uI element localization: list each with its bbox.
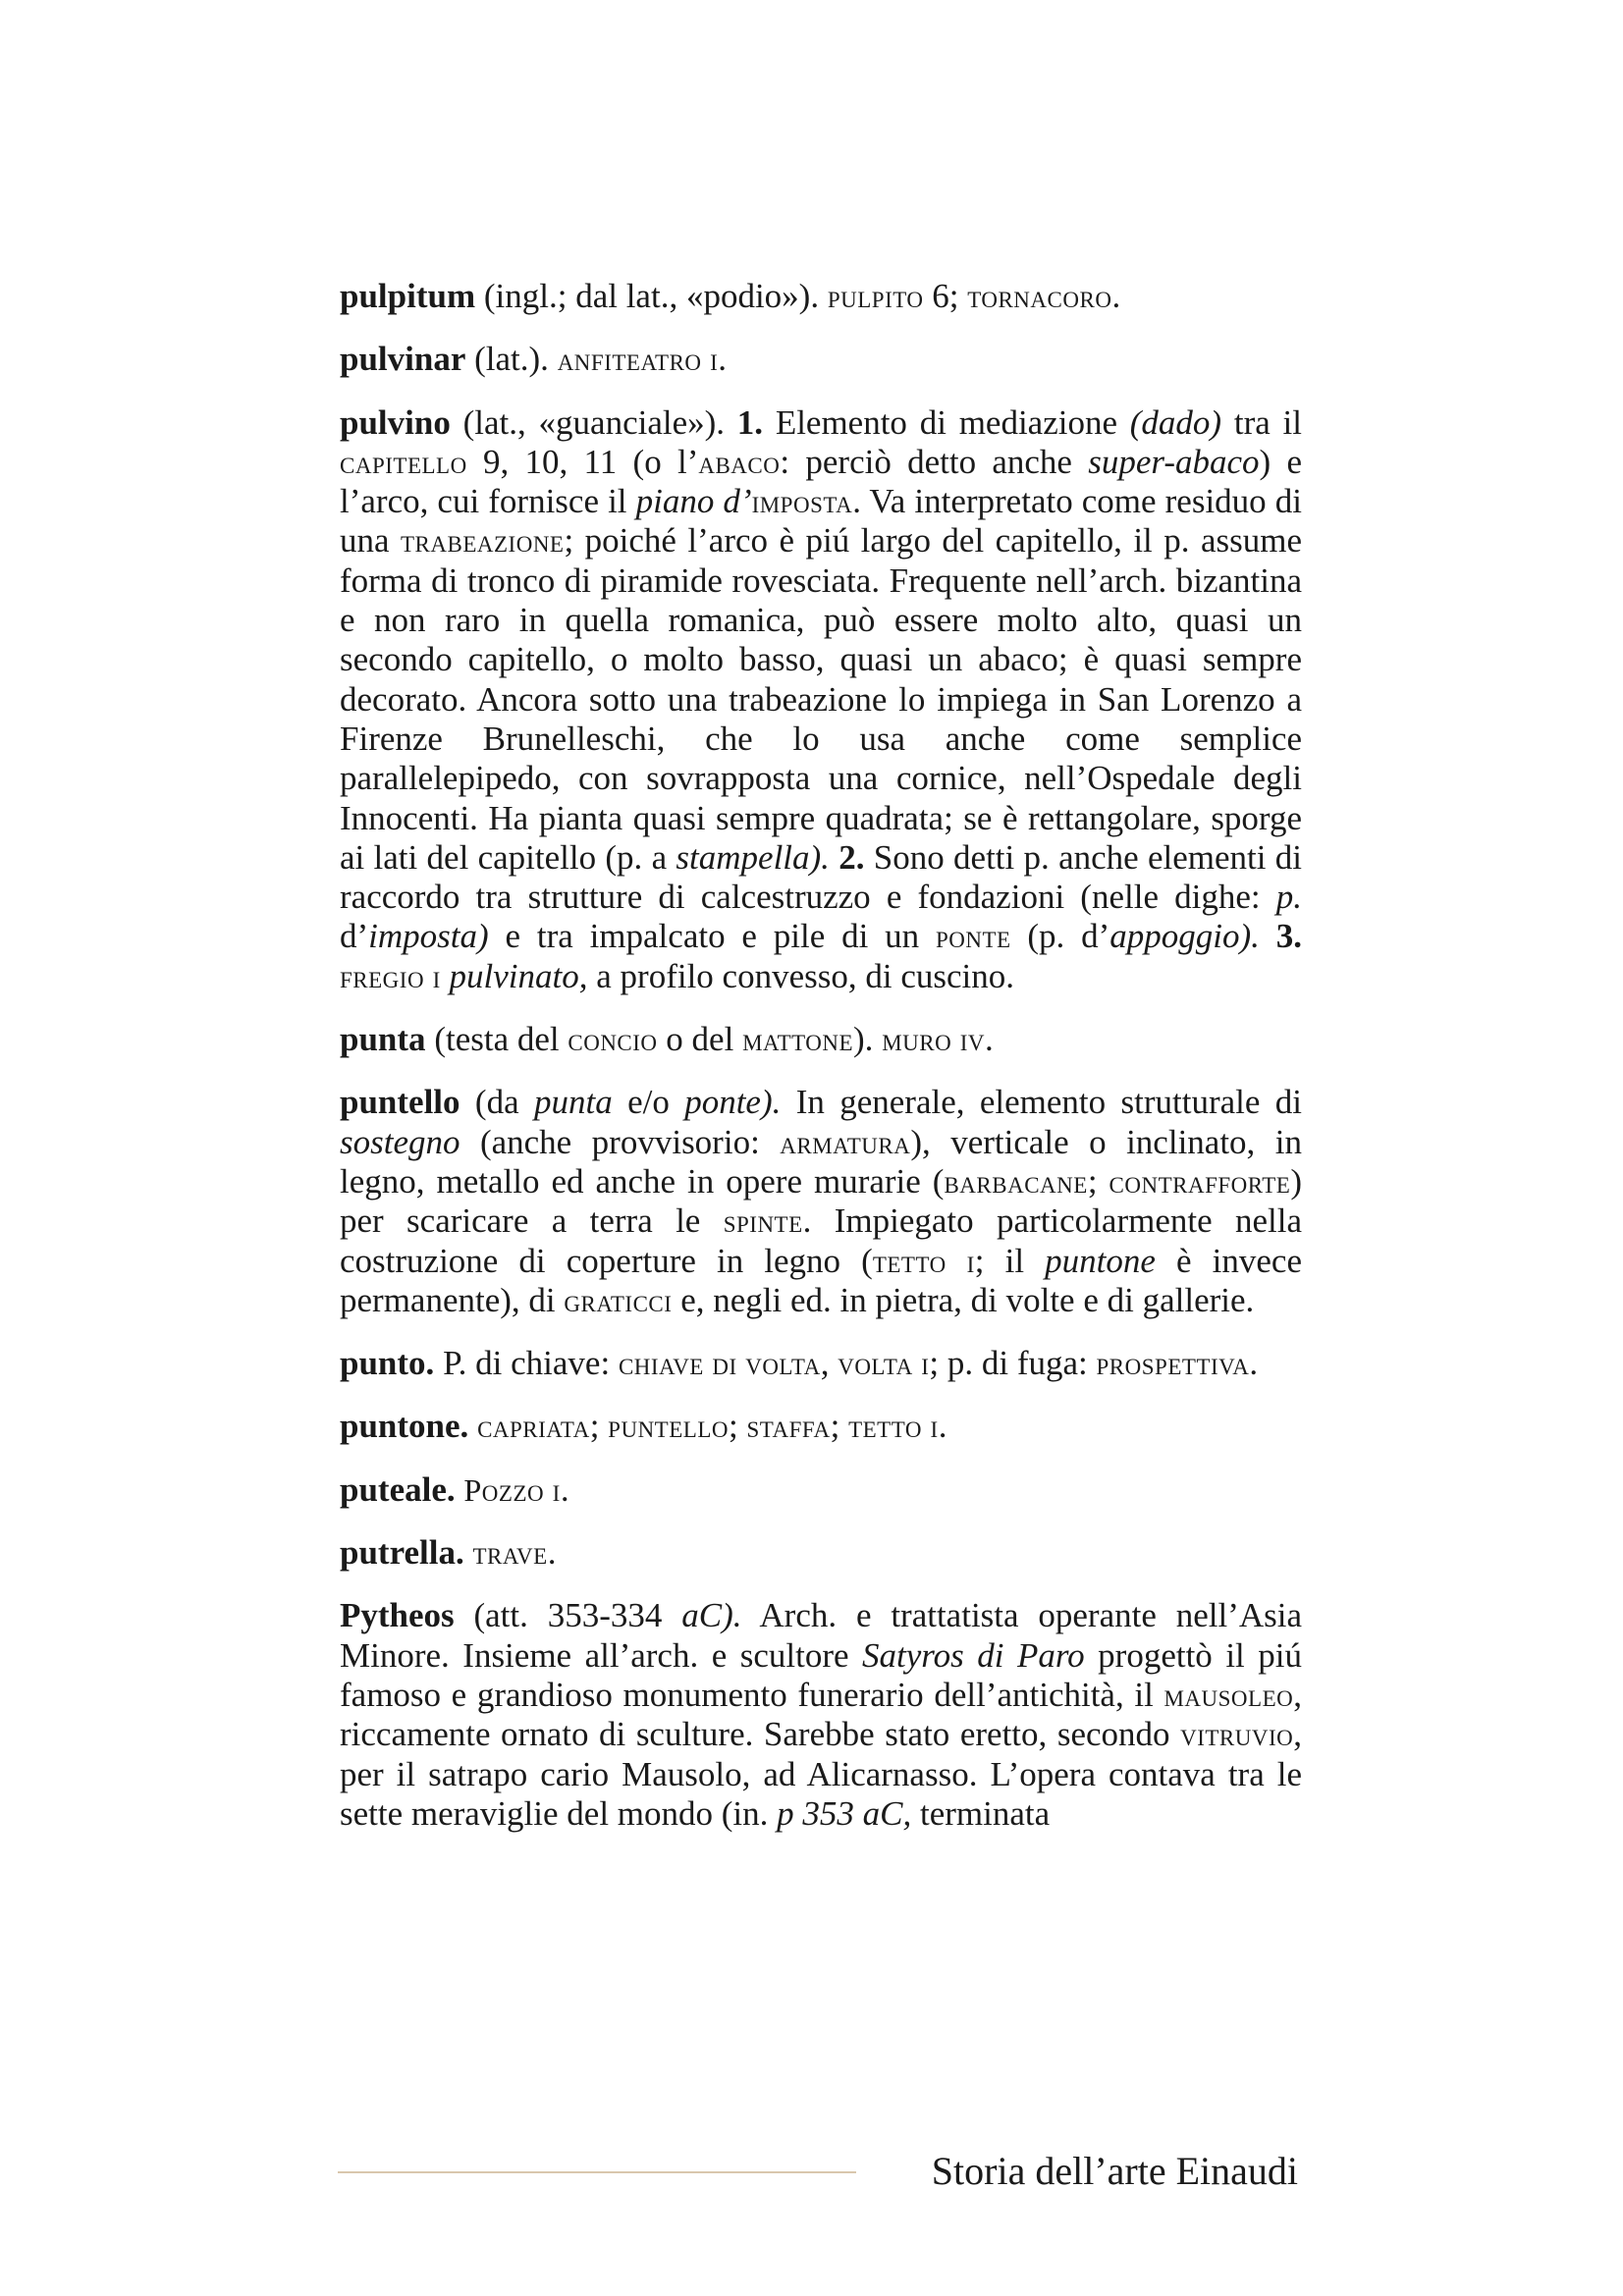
entry-text: . — [938, 1407, 947, 1446]
entry-text: (ingl.; dal lat., «podio»). — [475, 277, 828, 315]
entry-text — [468, 1407, 477, 1445]
entry-text: Elemento di mediazione — [763, 402, 1130, 442]
cross-reference: muro iv — [882, 1022, 986, 1058]
italic-text: p. — [1275, 878, 1302, 917]
entry-text: . — [1249, 1344, 1259, 1383]
entry-text: , per il satrapo cario Mausolo, ad Alicarnasso. L’opera contava tra le sette meraviglie del mondo (in. — [340, 1715, 1302, 1833]
entry-text: , riccamente ornato di sculture. Sarebbe stato eretto, secondo — [340, 1675, 1302, 1754]
cross-reference: anfiteatro i — [557, 342, 719, 378]
cross-reference: tornacoro — [967, 279, 1112, 314]
cross-reference: spinte — [723, 1203, 803, 1240]
entry-pulpitum — [340, 277, 1302, 316]
cross-reference: trave — [472, 1535, 548, 1572]
dictionary-page — [340, 277, 1302, 1857]
cross-reference: tetto i — [872, 1243, 975, 1279]
entry-text: (testa del — [425, 1020, 568, 1059]
footer-title: Storia dell’arte Einaudi — [931, 2149, 1298, 2193]
italic-text: aC). — [681, 1596, 742, 1635]
cross-reference: puntello — [608, 1409, 729, 1445]
cross-reference: vitruvio — [1180, 1717, 1294, 1753]
entry-text: (anche provvisorio: — [460, 1122, 781, 1161]
entry-text — [1260, 917, 1276, 955]
cross-reference: concio — [568, 1022, 658, 1058]
entry-text: (lat., «guanciale»). — [450, 402, 737, 442]
entry-text: (att. 353-334 — [454, 1596, 682, 1635]
cross-reference: imposta — [751, 484, 853, 520]
entry-text: Sono detti p. anche elementi di raccordo tra strutture di calcestruzzo e fondazioni (nelle dighe: — [340, 837, 1302, 917]
entry-text: a profilo convesso, di cuscino. — [587, 956, 1014, 995]
sense-number: 2. — [839, 837, 865, 877]
cross-reference: barbacane — [944, 1163, 1088, 1200]
entry-text: è invece permanente), di — [340, 1241, 1302, 1319]
cross-reference: staffa — [746, 1409, 831, 1445]
entry-text: ) per scaricare a terra le — [340, 1161, 1302, 1241]
italic-text: Satyros di Paro — [862, 1635, 1085, 1675]
entry-text: ). — [853, 1020, 883, 1059]
entry-puntello — [340, 1083, 1302, 1320]
italic-text: imposta) — [368, 917, 489, 956]
cross-reference: armatura — [780, 1124, 911, 1160]
entry-text: : perciò detto anche — [780, 442, 1089, 481]
entry-text: d’ — [340, 917, 369, 956]
cross-reference: mausoleo — [1163, 1677, 1294, 1713]
entry-puteale — [340, 1470, 1302, 1510]
cross-reference: ponte — [935, 919, 1011, 955]
cross-reference: capriata — [477, 1409, 590, 1445]
entry-text: ; — [1087, 1161, 1109, 1201]
entry-text: ; — [830, 1407, 849, 1446]
entry-text: ; poiché l’arco è piú largo del capitello, il p. assume forma di tronco di piramide rovesciata. Frequente nell’arch. bizantina e non raro in quella romanica, può essere molto alto, quasi un secondo capitello, o molto basso, quasi un abaco; è quasi sempre decorato. Ancora sotto una trabeazione lo impiega in San Lorenzo a Firenze Brunelleschi, che lo usa anche come semplice parallelepipedo, con sovrapposta una cornice, nell’Ospedale degli Innocenti. Ha pianta quasi sempre quadrata; se è rettangolare, sporge ai lati del capitello (p. a — [340, 521, 1302, 877]
entry-pulvinar — [340, 340, 1302, 379]
italic-text: stampella). — [676, 837, 830, 877]
headword: puntello — [340, 1083, 460, 1122]
italic-text: piano d’ — [635, 482, 752, 521]
entry-text: ; p. di fuga: — [929, 1344, 1097, 1383]
entry-text: P. di chiave: — [434, 1344, 619, 1383]
entry-text: . — [985, 1020, 994, 1059]
sense-number: 3. — [1275, 917, 1303, 956]
cross-reference: pulpito — [827, 279, 924, 314]
headword: pulpitum — [340, 277, 476, 315]
headword: Pytheos — [340, 1596, 455, 1635]
headword: punta — [340, 1020, 426, 1059]
cross-reference: tetto i — [848, 1409, 939, 1445]
cross-reference: trabeazione — [401, 523, 565, 560]
entry-text: (lat.). — [465, 340, 558, 379]
entry-text: 6; — [923, 277, 968, 315]
headword: puntone. — [340, 1407, 469, 1446]
entry-punta — [340, 1020, 1302, 1059]
cross-reference: graticci — [564, 1282, 673, 1318]
entry-text: (p. d’ — [1010, 917, 1110, 956]
entry-text: o del — [657, 1020, 743, 1059]
italic-text: appoggio). — [1109, 917, 1260, 956]
entry-text: . Impiegato particolarmente nella costruzione di coperture in legno ( — [340, 1201, 1302, 1280]
entry-punto — [340, 1344, 1302, 1383]
entry-text: In generale, elemento strutturale di — [781, 1083, 1302, 1122]
italic-text: p 353 aC, — [777, 1793, 912, 1833]
headword: puteale. — [340, 1469, 456, 1509]
entry-text: . Va interpretato come residuo di una — [340, 482, 1302, 561]
footer-rule — [338, 2171, 856, 2173]
italic-text: puntone — [1045, 1241, 1156, 1280]
entry-text: e tra impalcato e pile di un — [488, 917, 936, 956]
cross-reference: mattone — [742, 1022, 854, 1058]
entry-text — [830, 838, 839, 877]
entry-text: ; — [589, 1407, 609, 1446]
headword: pulvinar — [340, 340, 466, 379]
entry-text: Arch. e trattatista operante nell’Asia Minore. Insieme all’arch. e scultore — [340, 1596, 1303, 1675]
italic-text: punta — [533, 1083, 613, 1122]
cross-reference: chiave di volta — [618, 1346, 821, 1382]
entry-text: . — [547, 1533, 557, 1573]
cross-reference: contrafforte — [1109, 1163, 1291, 1200]
sense-number: 1. — [736, 402, 764, 442]
italic-text: sostegno — [340, 1122, 460, 1161]
italic-text: (dado) — [1129, 402, 1222, 442]
entry-text: . — [560, 1469, 569, 1509]
entry-text: terminata — [911, 1793, 1051, 1833]
cross-reference: Pozzo i — [463, 1471, 561, 1508]
headword: punto. — [340, 1344, 435, 1383]
entry-text: . — [718, 340, 727, 379]
entry-text: . — [1111, 277, 1121, 315]
cross-reference: prospettiva — [1096, 1346, 1250, 1382]
cross-reference: volta i — [838, 1346, 930, 1382]
headword: putrella. — [340, 1533, 464, 1573]
italic-text: super-abaco — [1088, 442, 1260, 481]
italic-text: pulvinato, — [449, 956, 588, 995]
entry-text: progettò il piú famoso e grandioso monumento funerario dell’antichità, il — [340, 1635, 1302, 1714]
cross-reference: fregio i — [340, 958, 441, 994]
entry-text: ; il — [974, 1241, 1046, 1280]
entry-text: e/o — [612, 1083, 685, 1122]
entry-text: (da — [460, 1083, 534, 1122]
italic-text: ponte). — [684, 1083, 782, 1122]
entry-text: 9, 10, 11 (o l’ — [466, 442, 699, 481]
entry-text: tra il — [1221, 402, 1302, 442]
cross-reference: capitello — [340, 444, 467, 480]
entry-pytheos — [340, 1596, 1302, 1834]
entry-text: , — [820, 1344, 839, 1383]
entry-text: ; — [729, 1407, 747, 1446]
entry-putrella — [340, 1533, 1302, 1573]
entry-text: ) e l’arco, cui fornisce il — [340, 442, 1302, 521]
entry-text: e, negli ed. in pietra, di volte e di gallerie. — [672, 1280, 1255, 1319]
cross-reference: abaco — [698, 444, 781, 480]
entry-pulvino — [340, 403, 1302, 996]
headword: pulvino — [340, 402, 451, 442]
entry-text: ), verticale o inclinato, in legno, metallo ed anche in opere murarie ( — [340, 1122, 1302, 1201]
entry-puntone — [340, 1407, 1302, 1446]
entry-text — [441, 957, 450, 995]
